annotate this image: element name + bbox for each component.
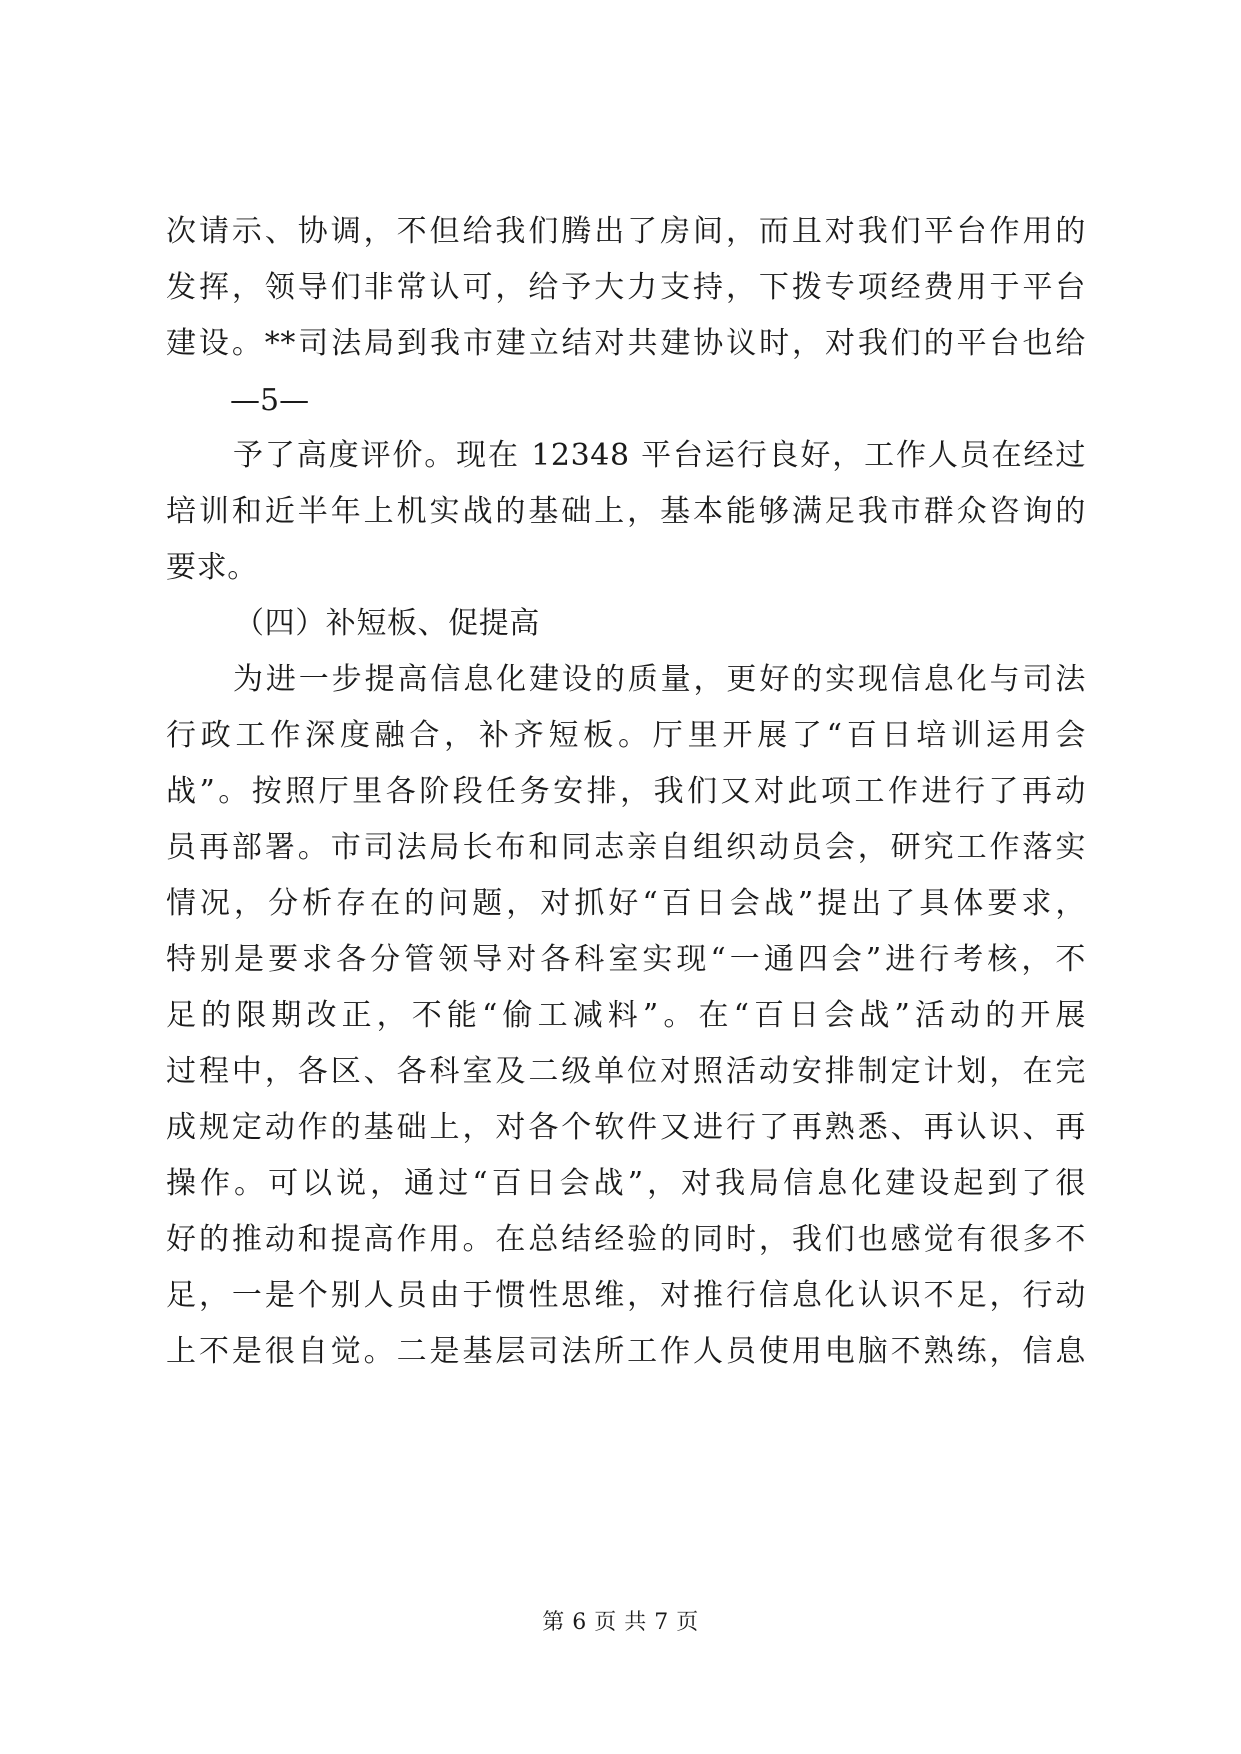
body-text-line: 足，一是个别人员由于惯性思维，对推行信息化认识不足，行动 <box>166 1278 1086 1313</box>
body-text-line: 予了高度评价。现在 12348 平台运行良好，工作人员在经过 <box>233 438 1086 473</box>
body-text-line: 操作。可以说，通过“百日会战”，对我局信息化建设起到了很 <box>166 1166 1086 1201</box>
section-heading: （四）补短板、促提高 <box>234 606 540 641</box>
body-text-line: 要求。 <box>166 550 258 585</box>
body-text-line: 好的推动和提高作用。在总结经验的同时，我们也感觉有很多不 <box>166 1222 1086 1257</box>
body-text-line: 建设。**司法局到我市建立结对共建协议时，对我们的平台也给 <box>166 326 1086 361</box>
body-text-line: 为进一步提高信息化建设的质量，更好的实现信息化与司法 <box>233 662 1086 697</box>
body-text-line: 培训和近半年上机实战的基础上，基本能够满足我市群众咨询的 <box>166 494 1086 529</box>
body-text-line: 发挥，领导们非常认可，给予大力支持，下拨专项经费用于平台 <box>166 270 1086 305</box>
body-text-line: 次请示、协调，不但给我们腾出了房间，而且对我们平台作用的 <box>166 214 1086 249</box>
body-text-line: 成规定动作的基础上，对各个软件又进行了再熟悉、再认识、再 <box>166 1110 1086 1145</box>
body-text-line: 战”。按照厅里各阶段任务安排，我们又对此项工作进行了再动 <box>166 774 1086 809</box>
body-text-line: 员再部署。市司法局长布和同志亲自组织动员会，研究工作落实 <box>166 830 1086 865</box>
body-text-line: 特别是要求各分管领导对各科室实现“一通四会”进行考核，不 <box>166 942 1086 977</box>
body-text-line: 情况，分析存在的问题，对抓好“百日会战”提出了具体要求， <box>166 886 1086 921</box>
page-number-marker: —5— <box>230 383 310 418</box>
body-text-line: 上不是很自觉。二是基层司法所工作人员使用电脑不熟练，信息 <box>166 1334 1086 1369</box>
body-text-line: 足的限期改正，不能“偷工减料”。在“百日会战”活动的开展 <box>166 998 1086 1033</box>
body-text-line: 行政工作深度融合，补齐短板。厅里开展了“百日培训运用会 <box>166 718 1086 753</box>
page-footer: 第 6 页 共 7 页 <box>542 1610 699 1635</box>
body-text-line: 过程中，各区、各科室及二级单位对照活动安排制定计划，在完 <box>166 1054 1086 1089</box>
